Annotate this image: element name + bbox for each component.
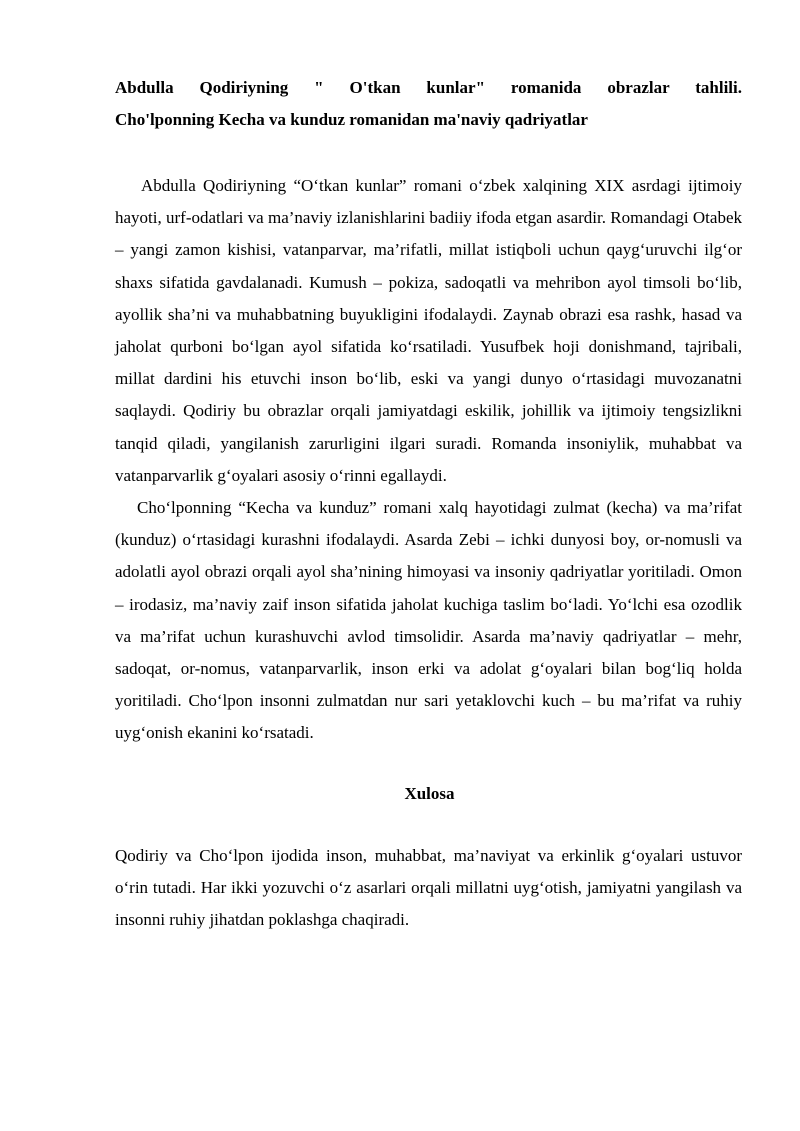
conclusion-heading: Xulosa: [404, 783, 455, 803]
title-line-1: Abdulla Qodiriyning " O'tkan kunlar" romanida obrazlar tahlili.: [115, 78, 742, 97]
document-page: [115, 72, 742, 936]
document-title: [115, 72, 742, 136]
title-line-2: Cho'lponning Kecha va kunduz romanidan ma'naviy qadriyatlar: [115, 110, 588, 129]
paragraph-otkan-kunlar: Abdulla Qodiriyning “O‘tkan kunlar” romani o‘zbek xalqining XIX asrdagi ijtimoiy hayoti, urf-odatlari va ma’naviy izlanishlarini badiiy ifoda etgan asardir. Romandagi Otabek – yangi zamon kishisi, vatanparvar, ma’rifatli, millat istiqboli uchun qayg‘uruvchi ilg‘or shaxs sifatida gavdalanadi. Kumush – pokiza, sadoqatli va mehribon ayol timsoli bo‘lib, ayollik sha’ni va muhabbatning buyukligini ifodalaydi. Zaynab obrazi esa rashk, hasad va jaholat qurboni bo‘lgan ayol sifatida ko‘rsatiladi. Yusufbek hoji donishmand, tajribali, millat dardini his etuvchi inson bo‘lib, eski va yangi dunyo o‘rtasidagi muvozanatni saqlaydi. Qodiriy bu obrazlar orqali jamiyatdagi eskilik, johillik va ijtimoiy tengsizlikni tanqid qiladi, yangilanish zarurligini ilgari suradi. Romanda insoniylik, muhabbat va vatanparvarlik g‘oyalari asosiy o‘rinni egallaydi.: [115, 176, 742, 485]
paragraph-kecha-va-kunduz: Cho‘lponning “Kecha va kunduz” romani xalq hayotidagi zulmat (kecha) va ma’rifat (kunduz) o‘rtasidagi kurashni ifodalaydi. Asarda Zebi – ichki dunyosi boy, or-nomusli va adolatli ayol obrazi orqali ayol sha’nining himoyasi va insoniy qadriyatlar yoritiladi. Omon – irodasiz, ma’naviy zaif inson sifatida jaholat kuchiga taslim bo‘ladi. Yo‘lchi esa ozodlik va ma’rifat uchun kurashuvchi avlod timsolidir. Asarda ma’naviy qadriyatlar – mehr, sadoqat, or-nomus, vatanparvarlik, inson erki va adolat g‘oyalari bilan bog‘liq holda yoritiladi. Cho‘lpon insonni zulmatdan nur sari yetaklovchi kuch – bu ma’rifat va ruhiy uyg‘onish ekanini ko‘rsatadi.: [115, 498, 742, 743]
conclusion-paragraph: Qodiriy va Cho‘lpon ijodida inson, muhabbat, ma’naviyat va erkinlik g‘oyalari ustuvor o‘rin tutadi. Har ikki yozuvchi o‘z asarlari orqali millatni uyg‘otish, jamiyatni yangilash va insonni ruhiy jihatdan poklashga chaqiradi.: [115, 845, 742, 930]
